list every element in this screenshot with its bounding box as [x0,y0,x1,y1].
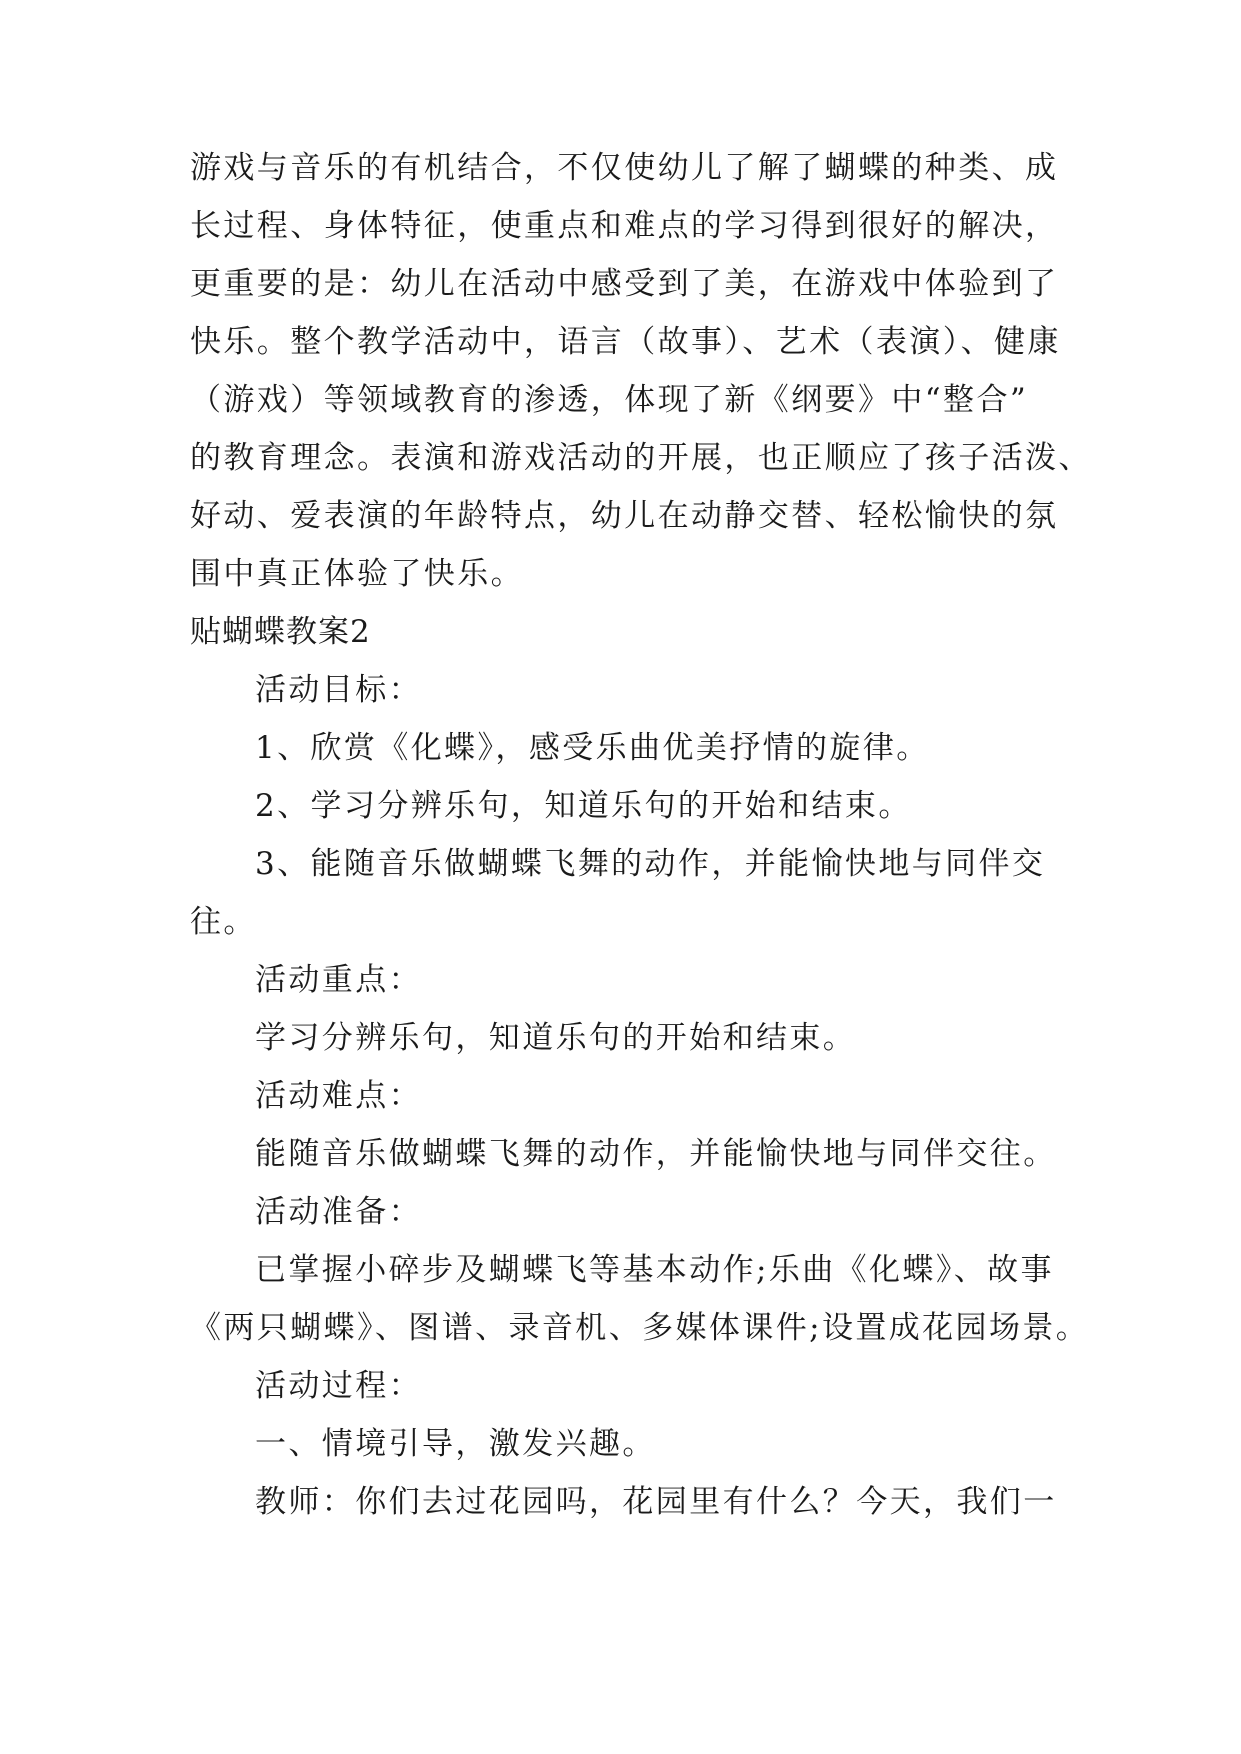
subheading-process: 活动过程： [255,1368,422,1404]
difficulties-text: 能随音乐做蝴蝶飞舞的动作，并能愉快地与同伴交往。 [255,1136,1057,1172]
goal-item: 2、学习分辨乐句，知道乐句的开始和结束。 [255,788,912,824]
paragraph-line: 围中真正体验了快乐。 [190,556,524,592]
preparation-text: 已掌握小碎步及蝴蝶飞等基本动作;乐曲《化蝶》、故事 [255,1252,1054,1288]
paragraph-line: 长过程、身体特征，使重点和难点的学习得到很好的解决， [190,208,1059,244]
key-points-text: 学习分辨乐句，知道乐句的开始和结束。 [255,1020,857,1056]
subheading-difficulties: 活动难点： [255,1078,422,1114]
paragraph-line: 更重要的是：幼儿在活动中感受到了美，在游戏中体验到了 [190,266,1059,302]
subheading-key-points: 活动重点： [255,962,422,998]
section-title: 贴蝴蝶教案2 [190,614,371,650]
paragraph-line: 好动、爱表演的年龄特点，幼儿在动静交替、轻松愉快的氛 [190,498,1059,534]
preparation-text-continuation: 《两只蝴蝶》、图谱、录音机、多媒体课件;设置成花园场景。 [190,1310,1090,1346]
paragraph-line: 快乐。整个教学活动中，语言（故事）、艺术（表演）、健康 [190,324,1061,360]
goal-item: 3、能随音乐做蝴蝶飞舞的动作，并能愉快地与同伴交 [255,846,1046,882]
goal-item-continuation: 往。 [190,904,257,940]
process-text: 教师：你们去过花园吗，花园里有什么？今天，我们一 [255,1484,1057,1520]
paragraph-line: 游戏与音乐的有机结合，不仅使幼儿了解了蝴蝶的种类、成 [190,150,1059,186]
paragraph-line: 的教育理念。表演和游戏活动的开展，也正顺应了孩子活泼、 [190,440,1092,476]
paragraph-line: （游戏）等领域教育的渗透，体现了新《纲要》中“整合” [190,382,1029,418]
process-step: 一、情境引导，激发兴趣。 [255,1426,656,1462]
goal-item: 1、欣赏《化蝶》，感受乐曲优美抒情的旋律。 [255,730,930,766]
subheading-activity-goals: 活动目标： [255,672,422,708]
subheading-preparation: 活动准备： [255,1194,422,1230]
